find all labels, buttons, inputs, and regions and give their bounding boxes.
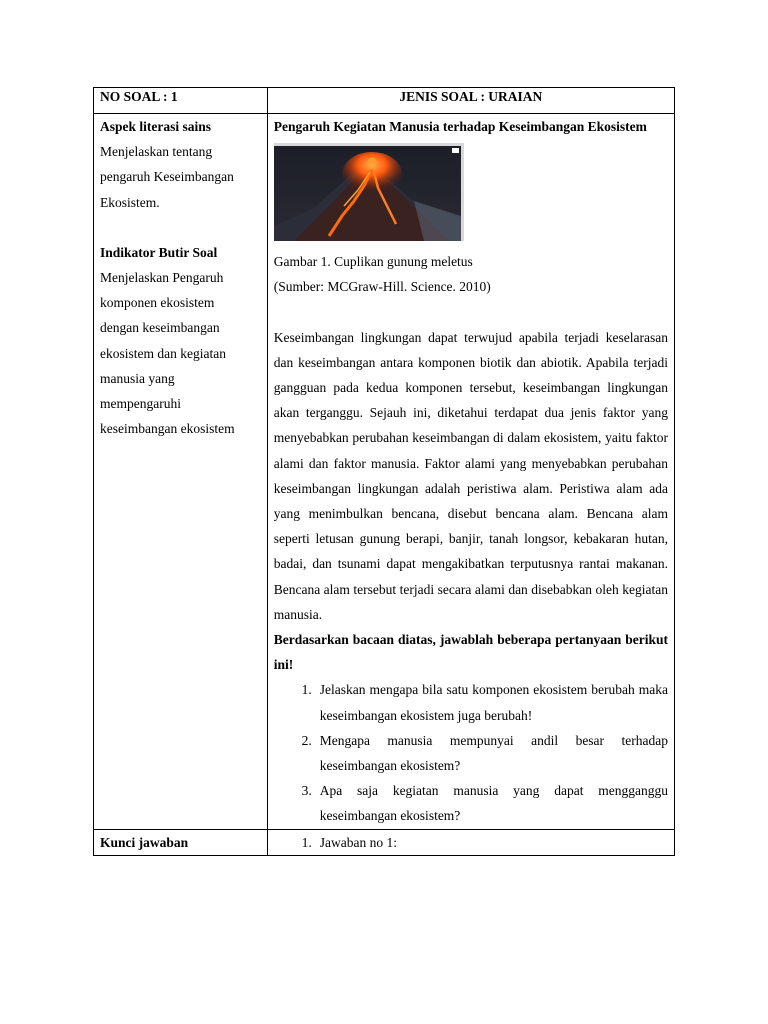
- volcano-icon: [274, 146, 461, 241]
- right-cell: [267, 114, 674, 830]
- question-text: Mengapa manusia mempunyai andil besar terhadap keseimbangan ekosistem?: [319, 732, 668, 774]
- indikator-line: Menjelaskan Pengaruh: [100, 270, 224, 286]
- answer-cell: [267, 829, 674, 855]
- content-row: [94, 114, 675, 830]
- kunci-jawaban-label: Kunci jawaban: [94, 829, 268, 855]
- passage-paragraph: Keseimbangan lingkungan dapat terwujud apabila terjadi keselarasan dan keseimbangan antara komponen biotik dan abiotik. Apabila terjadi gangguan pada kedua komponen tersebut, keseimbangan lingkungan akan terganggu. Sejauh ini, diketahui terdapat dua jenis faktor yang menyebabkan perubahan keseimbangan di dalam ekosistem, yaitu faktor alami dan faktor manusia. Faktor alami yang menyebabkan perubahan keseimbangan lingkungan adalah peristiwa alam. Peristiwa alam ada yang menimbulkan bencana, disebut bencana alam. Bencana alam seperti letusan gunung berapi, banjir, tanah longsor, kebakaran hutan, badai, dan tsunami dapat mengakibatkan terputusnya rantai makanan. Bencana alam tersebut terjadi secara alami dan disebabkan oleh kegiatan manusia.: [273, 329, 668, 622]
- question-item: [274, 677, 668, 727]
- indikator-line: keseimbangan ekosistem: [100, 421, 235, 437]
- figure-source: (Sumber: MCGraw-Hill. Science. 2010): [273, 279, 491, 295]
- answer-number: 1.: [301, 834, 312, 850]
- indikator-line: dengan keseimbangan: [100, 320, 220, 336]
- question-item: [274, 728, 668, 778]
- answer-key-row: [94, 829, 675, 855]
- volcano-image: [274, 143, 464, 241]
- question-number: 2.: [301, 732, 312, 748]
- instruction-text: Berdasarkan bacaan diatas, jawablah beberapa pertanyaan berikut ini!: [273, 632, 668, 673]
- header-row: [94, 88, 675, 114]
- aspek-line: Menjelaskan tentang: [100, 144, 213, 160]
- left-cell: [94, 114, 268, 830]
- indikator-line: komponen ekosistem: [100, 295, 215, 311]
- answer-text: Jawaban no 1:: [319, 834, 397, 850]
- answer-list: [274, 830, 668, 855]
- aspek-title: Aspek literasi sains: [100, 119, 212, 134]
- aspek-line: pengaruh Keseimbangan: [100, 169, 234, 185]
- question-number: 3.: [301, 783, 312, 799]
- question-text: Jelaskan mengapa bila satu komponen ekosistem berubah maka keseimbangan ekosistem juga berubah!: [319, 682, 668, 723]
- indikator-line: manusia yang: [100, 370, 175, 386]
- passage-title: Pengaruh Kegiatan Manusia terhadap Keseimbangan Ekosistem: [273, 119, 647, 134]
- indikator-line: mempengaruhi: [100, 396, 181, 412]
- question-text: Apa saja kegiatan manusia yang dapat mengganggu keseimbangan ekosistem?: [319, 783, 668, 824]
- indikator-line: ekosistem dan kegiatan: [100, 345, 226, 361]
- question-item: [274, 778, 668, 828]
- jenis-soal-cell: JENIS SOAL : URAIAN: [267, 88, 674, 114]
- figure-caption: Gambar 1. Cuplikan gunung meletus: [273, 254, 473, 270]
- indikator-title: Indikator Butir Soal: [100, 244, 218, 260]
- answer-item: [274, 830, 668, 855]
- question-list: [274, 677, 668, 828]
- no-soal-cell: NO SOAL : 1: [94, 88, 268, 114]
- question-sheet-table: [93, 87, 675, 856]
- question-number: 1.: [301, 682, 312, 698]
- aspek-line: Ekosistem.: [100, 194, 160, 210]
